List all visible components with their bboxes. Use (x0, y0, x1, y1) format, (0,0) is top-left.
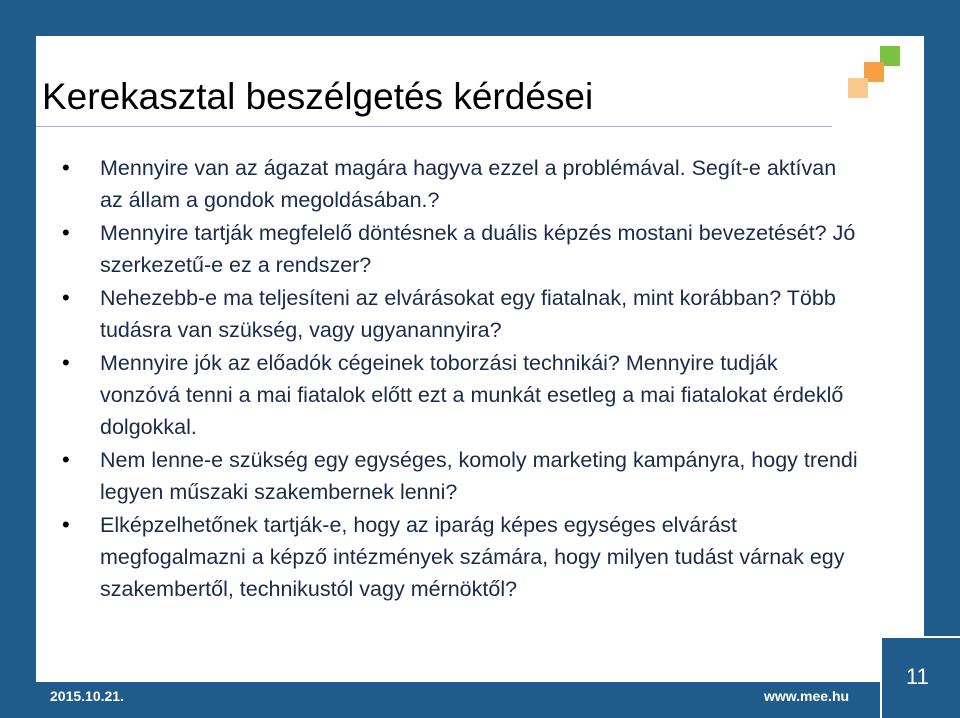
title-divider (36, 126, 832, 127)
bullet-icon: • (62, 447, 70, 472)
list-item (60, 152, 860, 216)
question-text: Nehezebb-e ma teljesíteni az elvárásokat egy fiatalnak, mint korábban? Több tudásra van szükség, vagy ugyanannyira? (100, 286, 836, 342)
question-text: Mennyire van az ágazat magára hagyva ezzel a problémával. Segít-e aktívan az állam a gondok megoldásában.? (100, 156, 837, 212)
bullet-icon: • (62, 512, 70, 537)
bullet-icon: • (62, 350, 70, 375)
question-list (60, 152, 860, 606)
mee-logo-icon (842, 40, 908, 106)
slide-title: Kerekasztal beszélgetés kérdései (42, 76, 594, 117)
page-number: 11 (906, 664, 929, 689)
list-item (60, 444, 860, 508)
list-item (60, 282, 860, 346)
question-text: Mennyire jók az előadók cégeinek toborzási technikái? Mennyire tudják vonzóvá tenni a mai fiatalok előtt ezt a munkát esetleg a mai fiatalokat érdeklő dolgokkal. (100, 351, 844, 439)
footer-date: 2015.10.21. (50, 688, 124, 704)
footer-url[interactable]: www.mee.hu (764, 688, 850, 704)
bullet-icon: • (62, 285, 70, 310)
bullet-icon: • (62, 155, 70, 180)
bullet-icon: • (62, 220, 70, 245)
list-item (60, 347, 860, 443)
question-text: Elképzelhetőnek tartják-e, hogy az iparág képes egységes elvárást megfogalmazni a képző intézmények számára, hogy milyen tudást várnak egy szakembertől, technikustól vagy mérnöktől? (100, 513, 845, 601)
list-item (60, 509, 860, 605)
question-text: Mennyire tartják megfelelő döntésnek a duális képzés mostani bevezetését? Jó szerkezetű-e ez a rendszer? (100, 221, 856, 277)
list-item (60, 217, 860, 281)
question-text: Nem lenne-e szükség egy egységes, komoly marketing kampányra, hogy trendi legyen műszaki szakembernek lenni? (100, 448, 858, 504)
